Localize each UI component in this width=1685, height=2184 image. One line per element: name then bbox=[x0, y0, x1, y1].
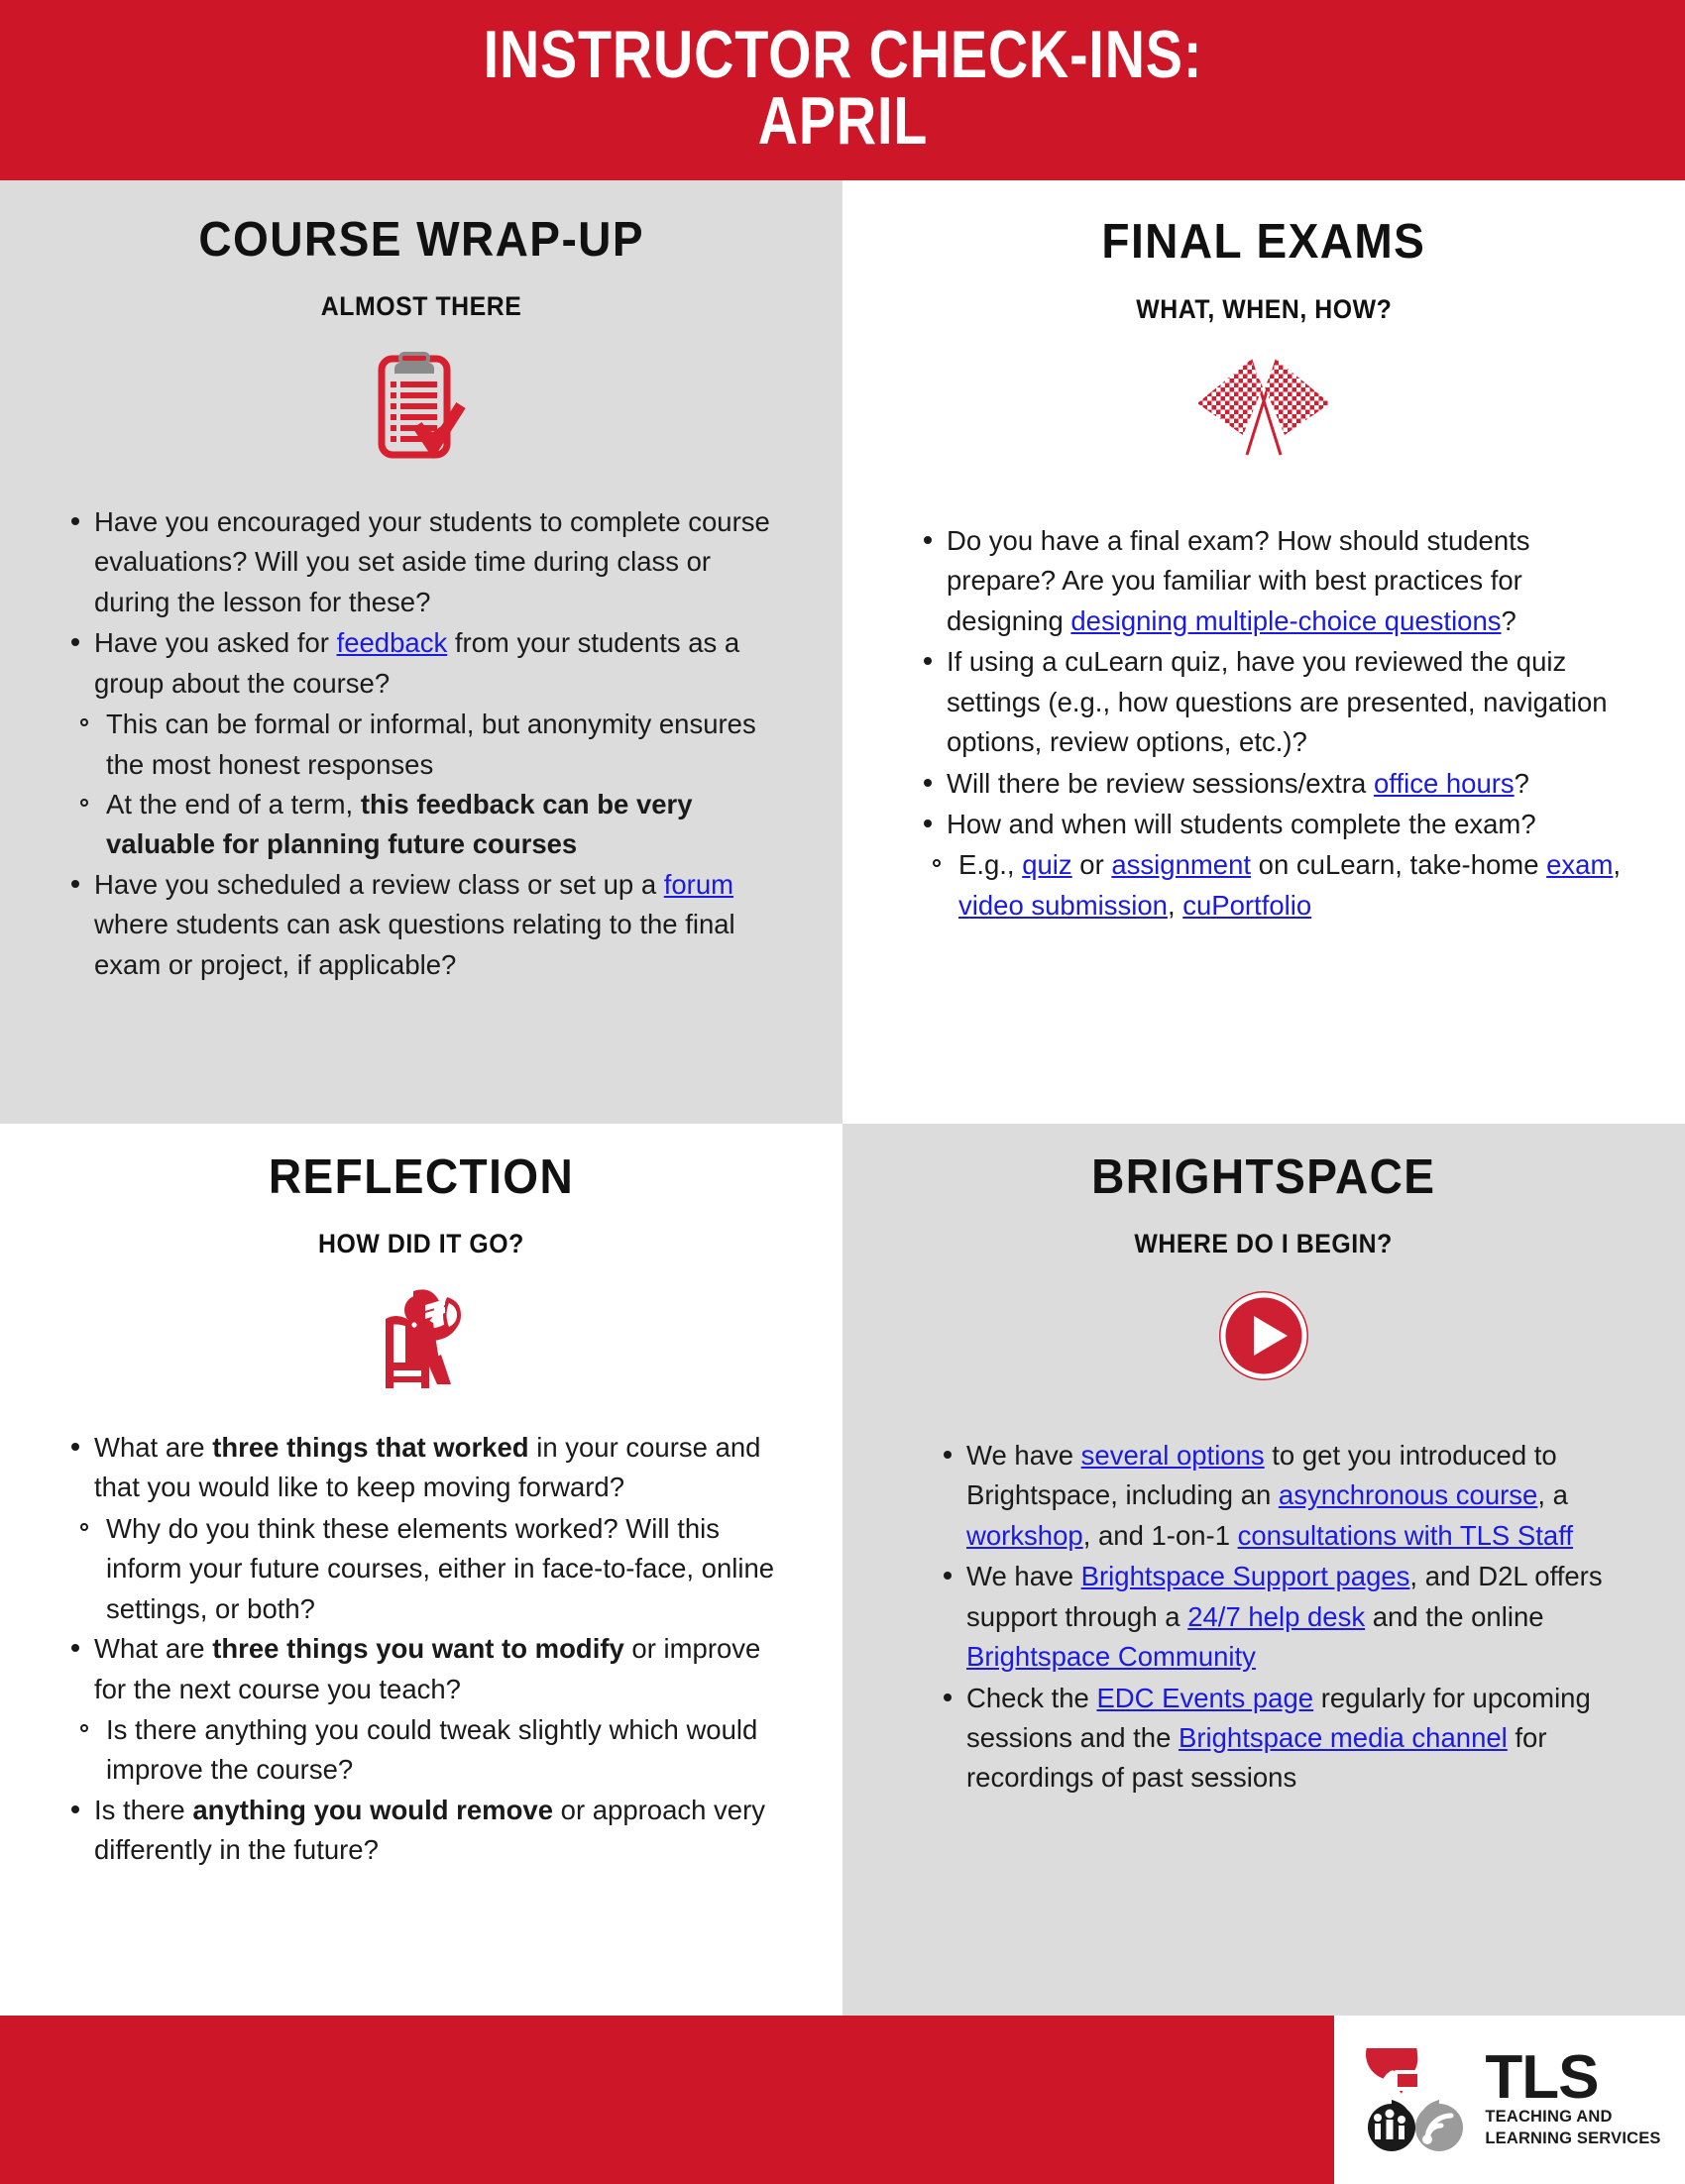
body-text: How and when will students complete the exam? bbox=[947, 808, 1536, 839]
bullet-list-reflection bbox=[58, 1428, 792, 1872]
emphasis-text: three things that worked bbox=[212, 1432, 529, 1463]
body-text: If using a cuLearn quiz, have you reviewed the quiz settings (e.g., how questions are presented, navigation options, review options, etc.)? bbox=[947, 646, 1608, 758]
tls-full-name-line1: TEACHING AND bbox=[1485, 2107, 1613, 2126]
body-text: At the end of a term, bbox=[106, 788, 361, 819]
body-text: or improve for the next course you teach? bbox=[94, 1633, 761, 1704]
body-text: Have you asked for bbox=[94, 627, 337, 659]
bullet-list-course-wrap-up bbox=[58, 502, 792, 986]
header-title-line1: INSTRUCTOR CHECK-INS: bbox=[483, 17, 1202, 93]
icon-container-final-exams bbox=[1189, 347, 1338, 466]
inline-link[interactable]: office hours bbox=[1374, 767, 1515, 799]
tls-acronym: TLS bbox=[1485, 2043, 1599, 2113]
panel-grid bbox=[0, 180, 1685, 2016]
panel-course-wrap-up bbox=[0, 180, 842, 1124]
body-text: for recordings of past sessions bbox=[966, 1721, 1547, 1794]
inline-link[interactable]: video submission bbox=[958, 889, 1168, 921]
body-text: E.g., bbox=[958, 849, 1023, 881]
inline-link[interactable]: designing multiple-choice questions bbox=[1070, 604, 1502, 636]
body-text: Why do you think these elements worked? Will this inform your future courses, either in face-to-face, online settings, or both? bbox=[106, 1512, 775, 1624]
sub-list-item bbox=[64, 785, 792, 865]
emphasis-text: three things you want to modify bbox=[212, 1633, 624, 1665]
body-text: Will there be review sessions/extra bbox=[947, 767, 1374, 799]
bullet-list-brightspace bbox=[931, 1436, 1644, 1800]
poster-header bbox=[0, 0, 1685, 180]
list-item bbox=[911, 805, 1644, 844]
panel-reflection bbox=[0, 1124, 842, 2016]
list-item bbox=[911, 521, 1644, 641]
body-text: What are bbox=[94, 1432, 213, 1463]
panel-subtitle-reflection: HOW DID IT GO? bbox=[318, 1229, 524, 1258]
inline-link[interactable]: cuPortfolio bbox=[1182, 889, 1312, 921]
bullet-list-final-exams bbox=[911, 521, 1644, 926]
sub-list bbox=[58, 1710, 792, 1791]
body-text: Is there bbox=[94, 1794, 193, 1825]
body-text: , a bbox=[1537, 1479, 1568, 1511]
body-text: Is there anything you could tweak slightly which would improve the course? bbox=[106, 1713, 758, 1786]
body-text: or bbox=[1071, 849, 1112, 881]
list-item bbox=[911, 764, 1644, 804]
body-text: Do you have a final exam? How should students prepare? Are you familiar with best practices for designing bbox=[947, 525, 1530, 636]
panel-title-reflection: REFLECTION bbox=[268, 1150, 575, 1204]
tls-logo-marks-icon bbox=[1358, 2048, 1475, 2151]
inline-link[interactable]: forum bbox=[663, 868, 734, 900]
body-text: ? bbox=[1501, 604, 1516, 636]
body-text: Have you encouraged your students to complete course evaluations? Will you set aside time during class or during the lesson for these? bbox=[94, 506, 770, 617]
body-text: and the online bbox=[1365, 1600, 1544, 1632]
list-item bbox=[58, 1428, 792, 1508]
body-text: What are bbox=[94, 1633, 213, 1665]
body-text: in your course and that you would like to keep moving forward? bbox=[94, 1432, 761, 1503]
body-text: We have bbox=[966, 1561, 1081, 1592]
inline-link[interactable]: 24/7 help desk bbox=[1187, 1600, 1366, 1632]
panel-brightspace bbox=[842, 1124, 1685, 2016]
body-text: on cuLearn, take-home bbox=[1251, 849, 1547, 881]
sub-list-item bbox=[64, 1710, 792, 1791]
inline-link[interactable]: Brightspace Support pages bbox=[1080, 1561, 1410, 1592]
panel-title-brightspace: BRIGHTSPACE bbox=[1091, 1150, 1436, 1204]
inline-link[interactable]: EDC Events page bbox=[1096, 1682, 1314, 1713]
inline-link[interactable]: consultations with TLS Staff bbox=[1237, 1519, 1573, 1551]
panel-subtitle-final-exams: WHAT, WHEN, HOW? bbox=[1135, 294, 1393, 324]
person-with-mirror-icon bbox=[370, 1277, 473, 1392]
body-text: Check the bbox=[966, 1682, 1097, 1713]
body-text: where students can ask questions relating to the final exam or project, if applicable? bbox=[94, 909, 735, 980]
inline-link[interactable]: Brightspace Community bbox=[966, 1641, 1256, 1673]
list-item bbox=[911, 642, 1644, 762]
body-text: , and 1-on-1 bbox=[1082, 1519, 1238, 1551]
tls-logo bbox=[1334, 2016, 1685, 2184]
body-text: or approach very differently in the future? bbox=[94, 1794, 766, 1866]
header-title-line2: APRIL bbox=[757, 83, 928, 159]
list-item bbox=[58, 1629, 792, 1709]
body-text: Have you scheduled a review class or set up a bbox=[94, 868, 664, 900]
body-text: regularly for upcoming sessions and the bbox=[966, 1682, 1591, 1753]
list-item bbox=[931, 1436, 1644, 1556]
list-item bbox=[931, 1557, 1644, 1677]
list-item bbox=[931, 1679, 1644, 1799]
body-text: from your students as a group about the course? bbox=[94, 627, 740, 699]
clipboard-checklist-icon bbox=[377, 349, 466, 460]
sub-list bbox=[911, 845, 1644, 926]
sub-list-item bbox=[64, 705, 792, 785]
inline-link[interactable]: feedback bbox=[336, 627, 448, 659]
tls-logo-text bbox=[1485, 2043, 1661, 2148]
sub-list bbox=[58, 705, 792, 865]
panel-title-course-wrap-up: COURSE WRAP-UP bbox=[198, 213, 644, 267]
inline-link[interactable]: Brightspace media channel bbox=[1179, 1721, 1508, 1753]
inline-link[interactable]: workshop bbox=[966, 1519, 1083, 1551]
icon-container-course-wrap-up bbox=[377, 340, 466, 469]
emphasis-text: this feedback can be very valuable for planning future courses bbox=[106, 788, 693, 860]
body-text: , bbox=[1167, 889, 1183, 921]
body-text: , bbox=[1613, 849, 1622, 881]
crossed-checkered-flags-icon bbox=[1189, 352, 1338, 461]
body-text: This can be formal or informal, but anonymity ensures the most honest responses bbox=[106, 709, 756, 780]
sub-list bbox=[58, 1509, 792, 1629]
icon-container-brightspace bbox=[1216, 1281, 1311, 1390]
list-item bbox=[58, 623, 792, 704]
play-button-icon bbox=[1216, 1288, 1311, 1383]
panel-title-final-exams: FINAL EXAMS bbox=[1101, 215, 1426, 269]
sub-list-item bbox=[64, 1509, 792, 1629]
poster-footer bbox=[0, 2016, 1685, 2184]
inline-link[interactable]: quiz bbox=[1022, 849, 1072, 881]
body-text: We have bbox=[966, 1440, 1081, 1471]
inline-link[interactable]: assignment bbox=[1111, 849, 1252, 881]
list-item bbox=[58, 865, 792, 985]
body-text: ? bbox=[1514, 767, 1529, 799]
inline-link[interactable]: exam bbox=[1546, 849, 1614, 881]
panel-subtitle-brightspace: WHERE DO I BEGIN? bbox=[1134, 1229, 1394, 1258]
tls-full-name-line2: LEARNING SERVICES bbox=[1485, 2129, 1661, 2147]
inline-link[interactable]: asynchronous course bbox=[1278, 1479, 1538, 1511]
sub-list-item bbox=[917, 845, 1644, 926]
body-text: to get you introduced to Brightspace, including an bbox=[966, 1440, 1557, 1511]
list-item bbox=[58, 1791, 792, 1871]
inline-link[interactable]: several options bbox=[1080, 1440, 1265, 1471]
panel-subtitle-course-wrap-up: ALMOST THERE bbox=[320, 291, 522, 321]
panel-final-exams bbox=[842, 180, 1685, 1124]
icon-container-reflection bbox=[370, 1275, 473, 1394]
emphasis-text: anything you would remove bbox=[192, 1794, 554, 1825]
list-item bbox=[58, 502, 792, 622]
body-text: , and D2L offers support through a bbox=[966, 1561, 1603, 1632]
